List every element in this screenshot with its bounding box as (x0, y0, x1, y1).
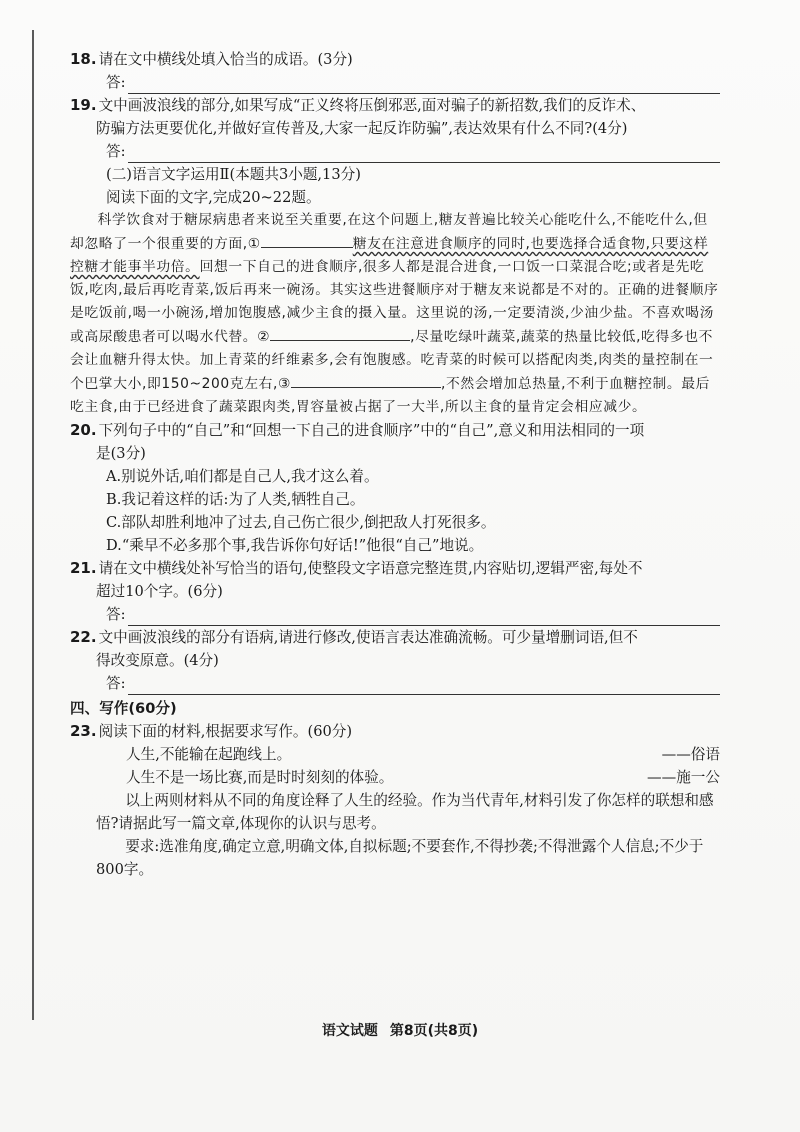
section-2-title: (二)语言文字运用Ⅱ(本题共3小题,13分) (106, 166, 361, 183)
answer-blank[interactable] (128, 77, 720, 94)
writing-prompt: 以上两则材料从不同的角度诠释了人生的经验。作为当代青年,材料引发了你怎样的联想和感悟?请据此写一篇文章,体现你的认识与思考。 (96, 792, 714, 832)
blank-1[interactable] (261, 232, 353, 248)
quote-2-text: 人生不是一场比赛,而是时时刻刻的体验。 (126, 769, 394, 786)
answer-label: 答: (106, 143, 126, 160)
question-22 (70, 626, 720, 649)
option-a[interactable]: A.别说外话,咱们都是自己人,我才这么着。 (106, 468, 379, 485)
passage-text-c: ,尽量吃绿叶蔬菜,蔬菜的热量比较低,吃得多也不会让血糖升得太快。加上青菜的纤维素多,会有饱腹感。吃青菜的时候可以搭配肉类,肉类的量控制在一个巴掌大小,即150~200克左右,③ (70, 329, 714, 392)
question-23 (70, 720, 720, 743)
question-21-cont (70, 580, 720, 603)
question-number: 23. (70, 722, 97, 740)
answer-line-21[interactable] (70, 603, 720, 626)
quote-2 (70, 766, 720, 789)
question-number: 21. (70, 559, 97, 577)
answer-blank[interactable] (128, 609, 720, 626)
footer-page-number: 第8页(共8页) (389, 1023, 479, 1039)
question-text: 请在文中横线处填入恰当的成语。(3分) (98, 51, 353, 68)
section-4-title: 四、写作(60分) (70, 700, 177, 717)
quote-1-text: 人生,不能输在起跑线上。 (126, 746, 292, 763)
question-number: 20. (70, 421, 97, 439)
question-21 (70, 557, 720, 580)
quote-2-source: ——施一公 (647, 769, 720, 786)
question-text-line2: 超过10个字。(6分) (96, 583, 223, 600)
passage-text-d: ,不然会增加总热量,不利于血糖控制。最后吃主食,由于已经进食了蔬菜跟肉类,胃容量被占据了一大半,所以主食的量肯定会相应减少。 (70, 376, 711, 415)
section-2-instruction: 阅读下面的文字,完成20~22题。 (106, 189, 321, 206)
question-19-cont (70, 117, 720, 140)
page-footer (0, 1020, 800, 1040)
question-text-line1: 请在文中横线处补写恰当的语句,使整段文字语意完整连贯,内容贴切,逻辑严密,每处不 (98, 560, 643, 577)
option-c[interactable]: C.部队却胜利地冲了过去,自己伤亡很少,倒把敌人打死很多。 (106, 514, 496, 531)
answer-line-22[interactable] (70, 672, 720, 695)
option-d[interactable]: D.“乘早不必多那个事,我告诉你句好话!”他很“自己”地说。 (106, 537, 484, 554)
reading-passage (70, 209, 720, 419)
question-text-line2: 是(3分) (96, 445, 146, 462)
answer-blank[interactable] (128, 146, 720, 163)
question-number: 18. (70, 50, 97, 68)
passage-text-a: 科学饮食对于糖尿病患者来说至关重要,在这个问题上,糖友普遍比较关心能吃什么,不能吃什么,但却忽略了一个很重要的方面,① (70, 212, 708, 252)
quote-1 (70, 743, 720, 766)
question-number: 22. (70, 628, 97, 646)
question-20-cont (70, 442, 720, 465)
option-b[interactable]: B.我记着这样的话:为了人类,牺牲自己。 (106, 491, 365, 508)
question-text-line1: 文中画波浪线的部分有语病,请进行修改,使语言表达准确流畅。可少量增删词语,但不 (98, 629, 638, 646)
answer-line-18[interactable] (70, 71, 720, 94)
question-number: 19. (70, 96, 97, 114)
question-text-line1: 下列句子中的“自己”和“回想一下自己的进食顺序”中的“自己”,意义和用法相同的一项 (98, 422, 645, 439)
question-text-line2: 防骗方法更要优化,并做好宣传普及,大家一起反诈防骗”,表达效果有什么不同?(4分) (96, 120, 628, 137)
question-text-line1: 文中画波浪线的部分,如果写成“正义终将压倒邪恶,面对骗子的新招数,我们的反诈术、 (98, 97, 646, 114)
answer-label: 答: (106, 606, 126, 623)
question-20 (70, 419, 720, 442)
question-text-line2: 得改变原意。(4分) (96, 652, 219, 669)
answer-line-19[interactable] (70, 140, 720, 163)
blank-2[interactable] (270, 325, 410, 341)
answer-blank[interactable] (128, 678, 720, 695)
writing-requirements: 要求:选准角度,确定立意,明确文体,自拟标题;不要套作,不得抄袭;不得泄露个人信息;不少于800字。 (96, 838, 704, 878)
question-19 (70, 94, 720, 117)
question-18 (70, 48, 720, 71)
quote-1-source: ——俗语 (661, 746, 720, 763)
answer-label: 答: (106, 675, 126, 692)
question-22-cont (70, 649, 720, 672)
answer-label: 答: (106, 74, 126, 91)
exam-content (70, 48, 720, 881)
footer-subject: 语文试题 (321, 1023, 378, 1039)
blank-3[interactable] (291, 372, 441, 388)
wavy-underlined-sentence: 糖友在注意进食顺序的同时,也要选择合适食物,只要这样控糖才能事半功倍。 (70, 236, 709, 275)
binding-margin-line (32, 30, 34, 1020)
question-text: 阅读下面的材料,根据要求写作。(60分) (98, 723, 353, 740)
passage-text-b: 回想一下自己的进食顺序,很多人都是混合进食,一口饭一口菜混合吃;或者是先吃饭,吃肉,最后再吃青菜,饭后再来一碗汤。其实这些进餐顺序对于糖友来说都是不对的。正确的进餐顺序是吃饭前,喝一小碗汤,增加饱腹感,减少主食的摄入量。这里说的汤,一定要清淡,少油少盐。不喜欢喝汤或高尿酸患者可以喝水代替。② (70, 259, 719, 345)
